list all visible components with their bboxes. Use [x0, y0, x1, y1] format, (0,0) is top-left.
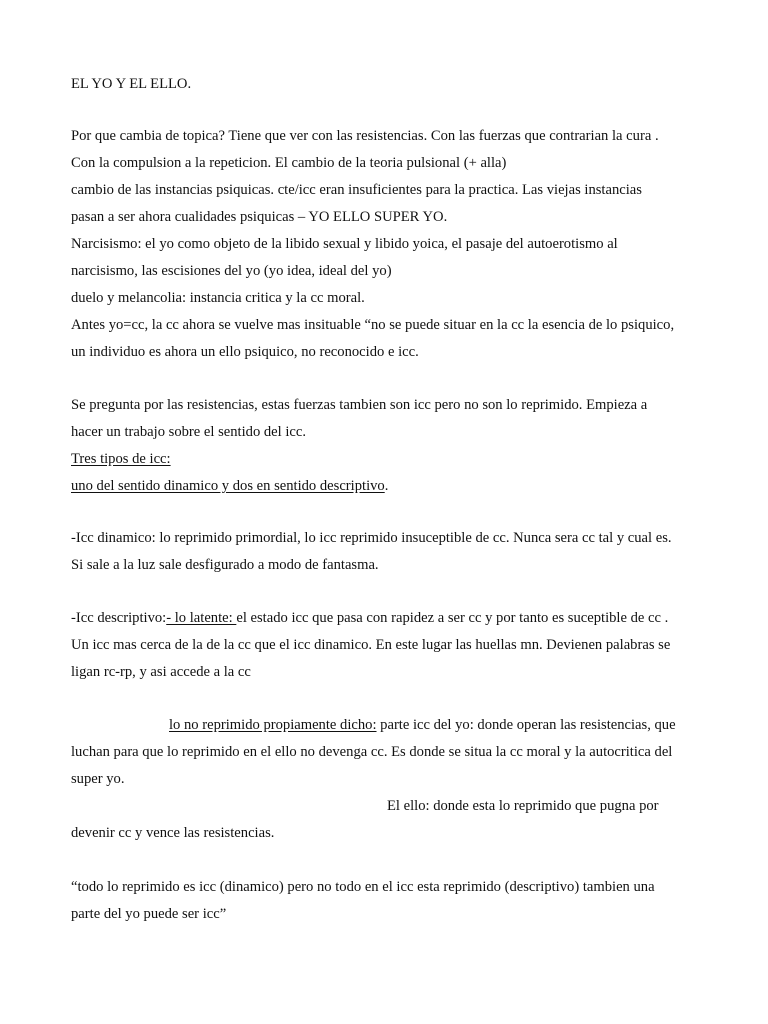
- text-line: narcisismo, las escisiones del yo (yo idea, ideal del yo): [71, 263, 392, 279]
- latente-label: - lo latente:: [166, 610, 237, 626]
- text-line: luchan para que lo reprimido en el ello no devenga cc. Es donde se situa la cc moral y la autocritica del: [71, 744, 673, 760]
- tres-tipos-heading: Tres tipos de icc:: [71, 451, 171, 467]
- text-line: [71, 609, 668, 627]
- underlined-phrase: uno del sentido dinamico y dos en sentido descriptivo: [71, 478, 385, 494]
- text-line: hacer un trabajo sobre el sentido del icc.: [71, 424, 307, 440]
- text-line: un individuo es ahora un ello psiquico, no reconocido e icc.: [71, 344, 419, 360]
- text-line: Un icc mas cerca de la de la cc que el icc dinamico. En este lugar las huellas mn. Devienen palabras se: [71, 637, 671, 653]
- text-line: cambio de las instancias psiquicas. cte/icc eran insuficientes para la practica. Las viejas instancias: [71, 182, 642, 198]
- text-line: [71, 477, 388, 495]
- text-line: -Icc dinamico: lo reprimido primordial, lo icc reprimido insuceptible de cc. Nunca sera cc tal y cual es.: [71, 530, 672, 546]
- quote-line: “todo lo reprimido es icc (dinamico) pero no todo en el icc esta reprimido (descriptivo) tambien una: [71, 879, 655, 895]
- text-line: duelo y melancolia: instancia critica y la cc moral.: [71, 290, 365, 306]
- text-line: Antes yo=cc, la cc ahora se vuelve mas insituable “no se puede situar en la cc la esencia de lo psiquico,: [71, 317, 675, 333]
- descriptivo-prefix: -Icc descriptivo:: [71, 610, 167, 626]
- no-reprimido-text: parte icc del yo: donde operan las resistencias, que: [376, 717, 676, 733]
- document-title: EL YO Y EL ELLO.: [71, 76, 192, 92]
- latente-text: el estado icc que pasa con rapidez a ser cc y por tanto es suceptible de cc .: [236, 610, 669, 626]
- text-line: ligan rc-rp, y asi accede a la cc: [71, 664, 251, 680]
- text-line: pasan a ser ahora cualidades psiquicas – YO ELLO SUPER YO.: [71, 209, 448, 225]
- text-line: Se pregunta por las resistencias, estas fuerzas tambien son icc pero no son lo reprimido. Empieza a: [71, 397, 648, 413]
- text-line: Con la compulsion a la repeticion. El cambio de la teoria pulsional (+ alla): [71, 155, 507, 171]
- text-line: Por que cambia de topica? Tiene que ver con las resistencias. Con las fuerzas que contrarian la cura .: [71, 128, 659, 144]
- text-line: Narcisismo: el yo como objeto de la libido sexual y libido yoica, el pasaje del autoerotismo al: [71, 236, 618, 252]
- text-line: [169, 716, 676, 734]
- text-line: Si sale a la luz sale desfigurado a modo de fantasma.: [71, 557, 379, 573]
- period: .: [384, 478, 389, 494]
- quote-line: parte del yo puede ser icc”: [71, 906, 227, 922]
- text-line: El ello: donde esta lo reprimido que pugna por: [387, 798, 659, 814]
- no-reprimido-label: lo no reprimido propiamente dicho:: [169, 717, 377, 733]
- text-line: super yo.: [71, 771, 125, 787]
- text-line: devenir cc y vence las resistencias.: [71, 825, 275, 841]
